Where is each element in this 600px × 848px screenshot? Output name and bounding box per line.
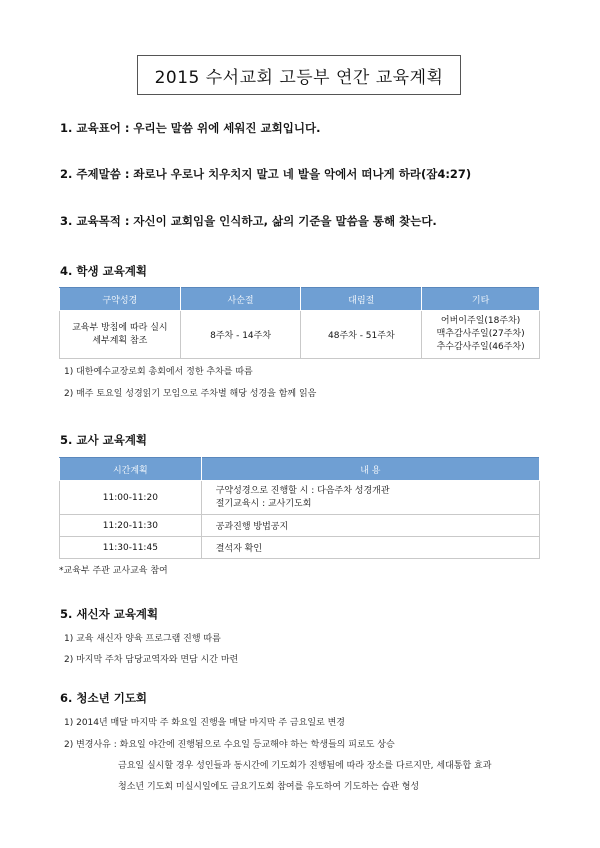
newcomer-note-2: 2) 마지막 주차 담당교역자와 면담 시간 마련 xyxy=(64,655,239,665)
header-other: 기타 xyxy=(422,288,540,311)
table-row xyxy=(60,515,540,537)
prayer-note-1: 1) 2014년 매달 마지막 주 화요일 진행을 매달 마지막 주 금요일로 변경 xyxy=(64,718,345,728)
cell-text: 세부계획 참조 xyxy=(92,335,148,346)
cell-text: 구약성경으로 진행할 시 : 다음주차 성경개관 xyxy=(215,485,390,496)
header-content: 내 용 xyxy=(201,458,539,481)
student-note-1: 1) 대한예수교장로회 총회에서 정한 추차를 따름 xyxy=(64,367,253,377)
header-old-testament: 구약성경 xyxy=(60,288,181,311)
cell-content: 결석자 확인 xyxy=(201,537,539,559)
section-student-plan: 4. 학생 교육계획 xyxy=(60,264,148,278)
table-header-row xyxy=(60,288,540,311)
section-education-purpose: 3. 교육목적 : 자신이 교회임을 인식하고, 삶의 기준을 말씀을 통해 찾는다. xyxy=(60,214,437,228)
header-advent: 대림절 xyxy=(301,288,422,311)
page-title: 2015 수서교회 고등부 연간 교육계획 xyxy=(137,55,461,95)
prayer-note-2-cont-1: 금요일 실시할 경우 성인들과 동시간에 기도회가 진행됨에 따라 장소를 다르지만, 세대통합 효과 xyxy=(118,761,492,771)
student-note-2: 2) 매주 토요일 성경읽기 모임으로 주차별 해당 성경을 함께 읽음 xyxy=(64,389,317,399)
cell-old-testament xyxy=(60,311,181,359)
teacher-plan-table xyxy=(59,457,540,559)
cell-text: 교육부 방침에 따라 실시 xyxy=(72,322,168,333)
table-row xyxy=(60,481,540,515)
section-theme-verse: 2. 주제말씀 : 좌로나 우로나 치우치지 말고 네 발을 악에서 떠나게 하라(잠4:27) xyxy=(60,167,472,181)
section-newcomer-plan: 5. 새신자 교육계획 xyxy=(60,607,159,621)
header-time-plan: 시간계획 xyxy=(60,458,202,481)
section-education-motto: 1. 교육표어 : 우리는 말씀 위에 세워진 교회입니다. xyxy=(60,121,321,135)
table-row xyxy=(60,311,540,359)
prayer-note-2-cont-2: 청소년 기도회 미실시일에도 금요기도회 참여를 유도하여 기도하는 습관 형성 xyxy=(118,782,420,792)
newcomer-note-1: 1) 교육 새신자 양육 프로그램 진행 따름 xyxy=(64,634,221,644)
student-plan-table xyxy=(59,287,540,359)
cell-advent: 48주차 - 51주차 xyxy=(301,311,422,359)
cell-text: 추수감사주일(46주차) xyxy=(436,342,525,352)
section-youth-prayer: 6. 청소년 기도회 xyxy=(60,691,148,705)
table-header-row xyxy=(60,458,540,481)
cell-text: 맥추감사주일(27주차) xyxy=(436,329,525,339)
cell-time: 11:00-11:20 xyxy=(60,481,202,515)
table-row xyxy=(60,537,540,559)
cell-lent: 8주차 - 14주차 xyxy=(180,311,301,359)
cell-other xyxy=(422,311,540,359)
teacher-note: *교육부 주관 교사교육 참여 xyxy=(59,566,168,576)
cell-time: 11:20-11:30 xyxy=(60,515,202,537)
header-lent: 사순절 xyxy=(180,288,301,311)
cell-time: 11:30-11:45 xyxy=(60,537,202,559)
cell-content: 공과진행 방법공지 xyxy=(201,515,539,537)
cell-text: 어버이주일(18주차) xyxy=(440,316,521,326)
section-teacher-plan: 5. 교사 교육계획 xyxy=(60,433,148,447)
cell-content xyxy=(201,481,539,515)
prayer-note-2: 2) 변경사유 : 화요일 야간에 진행됨으로 수요일 등교해야 하는 학생들의 피로도 상승 xyxy=(64,740,395,750)
cell-text: 절기교육시 : 교사기도회 xyxy=(215,498,312,509)
